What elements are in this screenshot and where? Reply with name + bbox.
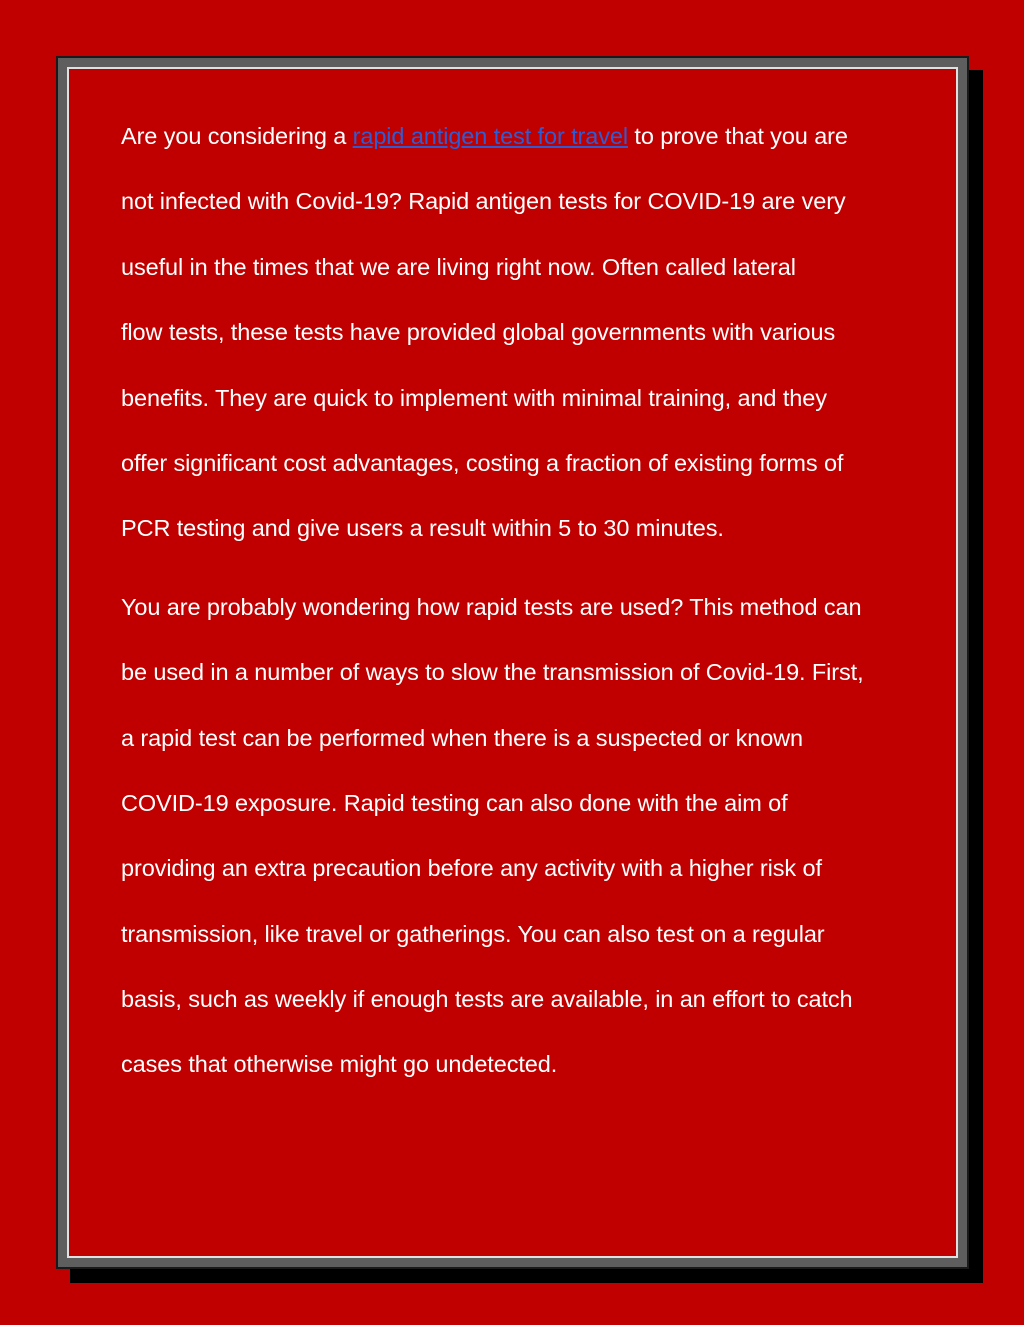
text-line: providing an extra precaution before any activity with a higher risk of bbox=[121, 855, 822, 882]
text-line: flow tests, these tests have provided global governments with various bbox=[121, 319, 836, 346]
text-line: benefits. They are quick to implement with minimal training, and they bbox=[121, 384, 827, 411]
text-line bbox=[121, 104, 911, 169]
document-body bbox=[121, 104, 911, 1098]
text-line: cases that otherwise might go undetected. bbox=[121, 1051, 558, 1078]
text-line: transmission, like travel or gatherings. You can also test on a regular bbox=[121, 920, 825, 947]
text-line: useful in the times that we are living right now. Often called lateral bbox=[121, 253, 796, 280]
rapid-antigen-test-link[interactable]: rapid antigen test for travel bbox=[352, 123, 628, 149]
text-line: offer significant cost advantages, costing a fraction of existing forms of bbox=[121, 449, 844, 476]
text-segment: Are you considering a bbox=[121, 123, 353, 149]
text-line: COVID-19 exposure. Rapid testing can also done with the aim of bbox=[121, 789, 788, 816]
paragraph-2 bbox=[121, 575, 911, 1098]
text-line: You are probably wondering how rapid tests are used? This method can bbox=[121, 593, 862, 620]
text-line: not infected with Covid-19? Rapid antigen tests for COVID-19 are very bbox=[121, 188, 846, 215]
text-line: PCR testing and give users a result within 5 to 30 minutes. bbox=[121, 515, 724, 542]
text-segment: to prove that you are bbox=[627, 123, 848, 149]
paragraph-1 bbox=[121, 104, 911, 562]
text-line: be used in a number of ways to slow the transmission of Covid-19. First, bbox=[121, 659, 864, 686]
text-line: basis, such as weekly if enough tests are available, in an effort to catch bbox=[121, 986, 853, 1013]
text-line: a rapid test can be performed when there is a suspected or known bbox=[121, 724, 804, 751]
